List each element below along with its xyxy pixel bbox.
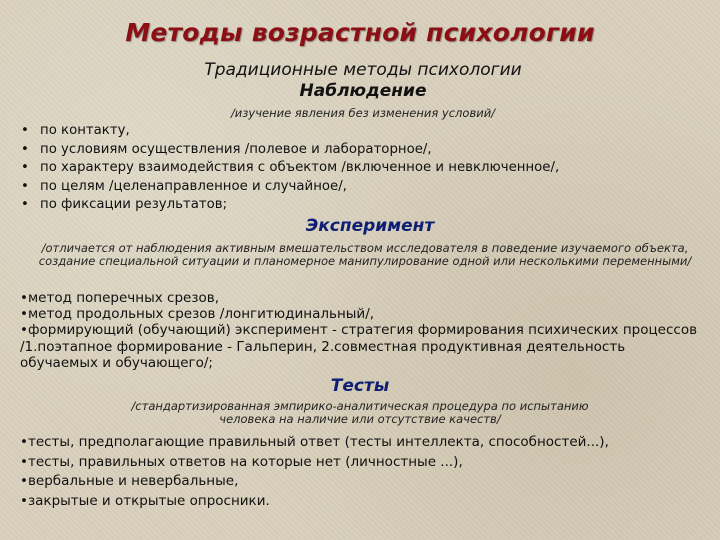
list-item: • по контакту, xyxy=(21,122,701,141)
list-item: • вербальные и невербальные, xyxy=(20,472,710,492)
experiment-heading: Эксперимент xyxy=(305,216,435,236)
slide-subtitle: Традиционные методы психологии xyxy=(204,60,522,80)
observation-note: /изучение явления без изменения условий/ xyxy=(230,106,496,120)
tests-heading: Тесты xyxy=(330,376,390,396)
slide-title: Методы возрастной психологии xyxy=(125,18,595,47)
list-item: • по условиям осуществления /полевое и лабораторное/, xyxy=(21,141,701,160)
observation-list xyxy=(21,122,701,215)
tests-list xyxy=(20,433,710,511)
list-item: • тесты, правильных ответов на которые нет (личностные ...), xyxy=(20,453,710,473)
list-item: • формирующий (обучающий) эксперимент - стратегия формирования психических процессов /1.поэтапное формирование - Гальперин, 2.совместная продуктивная деятельность обучаемых и обучающего/; xyxy=(20,322,700,371)
experiment-note: /отличается от наблюдения активным вмешательством исследователя в поведение изучаемого объекта, создание специальной ситуации и планомерное манипулирование одной или несколькими переменными/ xyxy=(38,241,692,268)
list-item: • по фиксации результатов; xyxy=(21,196,701,215)
list-item: • метод продольных срезов /лонгитюдинальный/, xyxy=(20,306,700,322)
list-item: • по характеру взаимодействия с объектом /включенное и невключенное/, xyxy=(21,159,701,178)
list-item: • закрытые и открытые опросники. xyxy=(20,492,710,512)
experiment-list xyxy=(20,290,700,371)
list-item: • тесты, предполагающие правильный ответ (тесты интеллекта, способностей...), xyxy=(20,433,710,453)
tests-note: /стандартизированная эмпирико-аналитическая процедура по испытанию человека на наличие или отсутствие качеств/ xyxy=(131,399,589,426)
list-item: • по целям /целенаправленное и случайное/, xyxy=(21,178,701,197)
observation-heading: Наблюдение xyxy=(299,81,427,101)
list-item: • метод поперечных срезов, xyxy=(20,290,700,306)
